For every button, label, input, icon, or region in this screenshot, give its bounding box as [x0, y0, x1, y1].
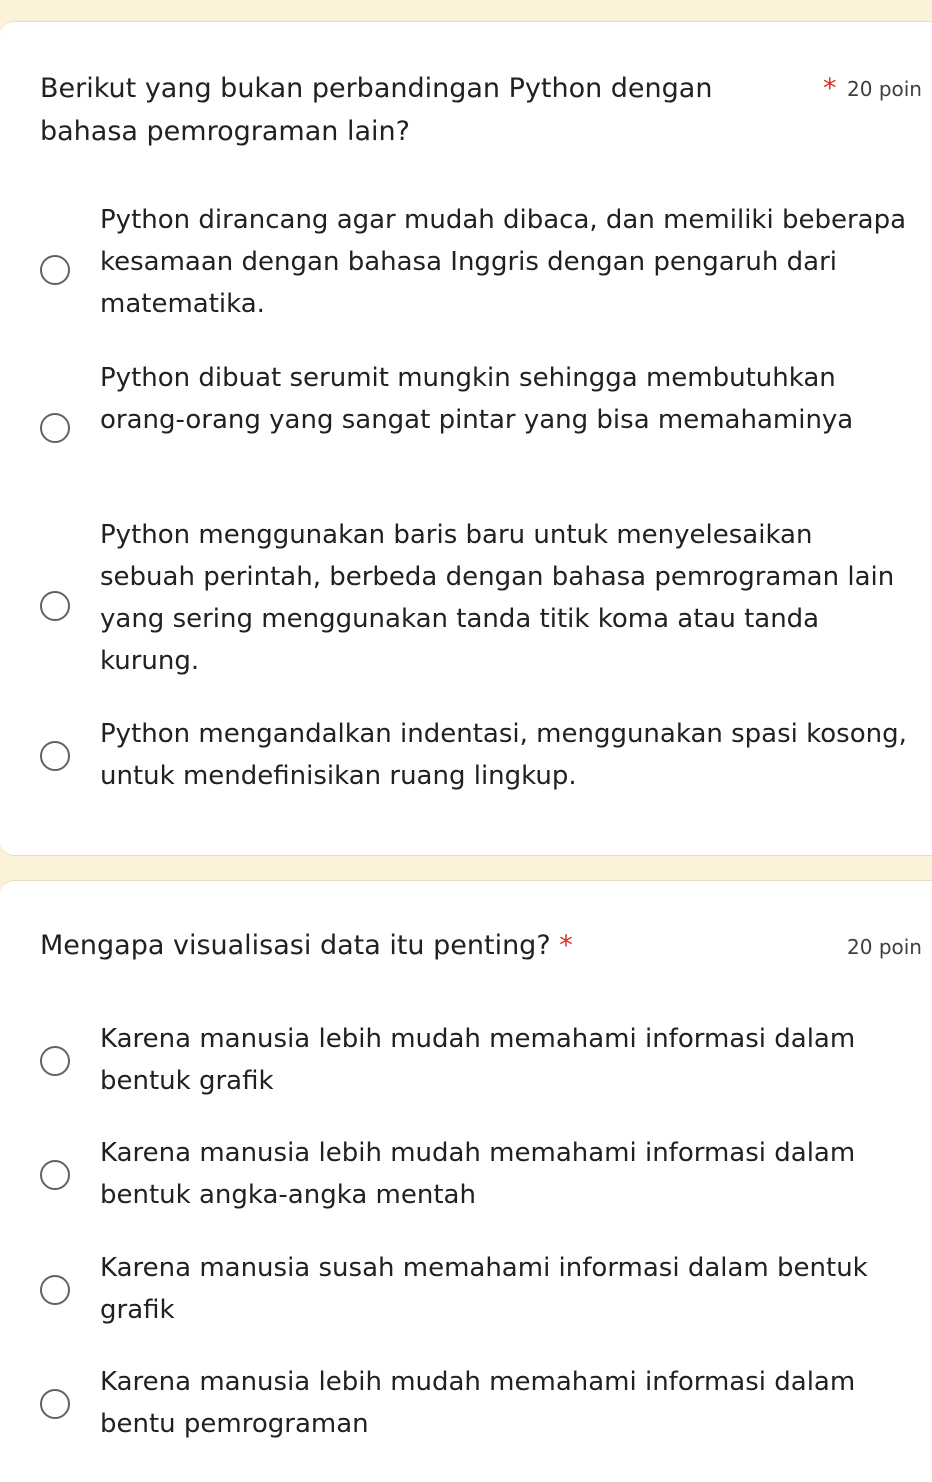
option-label[interactable]: Karena manusia lebih mudah memahami informasi dalam bentuk angka-angka mentah [100, 1138, 856, 1210]
radio-button[interactable] [40, 591, 70, 621]
question-card-2 [0, 880, 932, 1482]
radio-button[interactable] [40, 255, 70, 285]
option-label[interactable]: Python dibuat serumit mungkin sehingga membutuhkan orang-orang yang sangat pintar yang bisa memahaminya [100, 363, 854, 435]
radio-button[interactable] [40, 1046, 70, 1076]
radio-button[interactable] [40, 1160, 70, 1190]
option-label[interactable]: Python mengandalkan indentasi, menggunakan spasi kosong, untuk mendefinisikan ruang lingkup. [100, 719, 907, 791]
option-label[interactable]: Python dirancang agar mudah dibaca, dan memiliki beberapa kesamaan dengan bahasa Inggris dengan pengaruh dari matematika. [100, 205, 907, 319]
radio-button[interactable] [40, 413, 70, 443]
radio-button[interactable] [40, 1275, 70, 1305]
option-label[interactable]: Karena manusia lebih mudah memahami informasi dalam bentu pemrograman [100, 1367, 856, 1439]
required-asterisk: * [559, 930, 573, 961]
required-asterisk: * [823, 73, 837, 104]
points-label: 20 poin [847, 935, 922, 959]
question-card-1 [0, 21, 932, 856]
question-title: Berikut yang bukan perbandingan Python dengan bahasa pemrograman lain? [40, 73, 713, 147]
question-title [40, 924, 810, 967]
option-label[interactable]: Karena manusia lebih mudah memahami informasi dalam bentuk grafik [100, 1024, 856, 1096]
option-label[interactable]: Python menggunakan baris baru untuk menyelesaikan sebuah perintah, berbeda dengan bahasa pemrograman lain yang sering menggunakan tanda titik koma atau tanda kurung. [100, 520, 895, 676]
question-title-text: Mengapa visualisasi data itu penting? [40, 930, 551, 961]
option-label[interactable]: Karena manusia susah memahami informasi dalam bentuk grafik [100, 1253, 868, 1325]
points-label: 20 poin [847, 77, 922, 101]
radio-button[interactable] [40, 741, 70, 771]
radio-button[interactable] [40, 1389, 70, 1419]
